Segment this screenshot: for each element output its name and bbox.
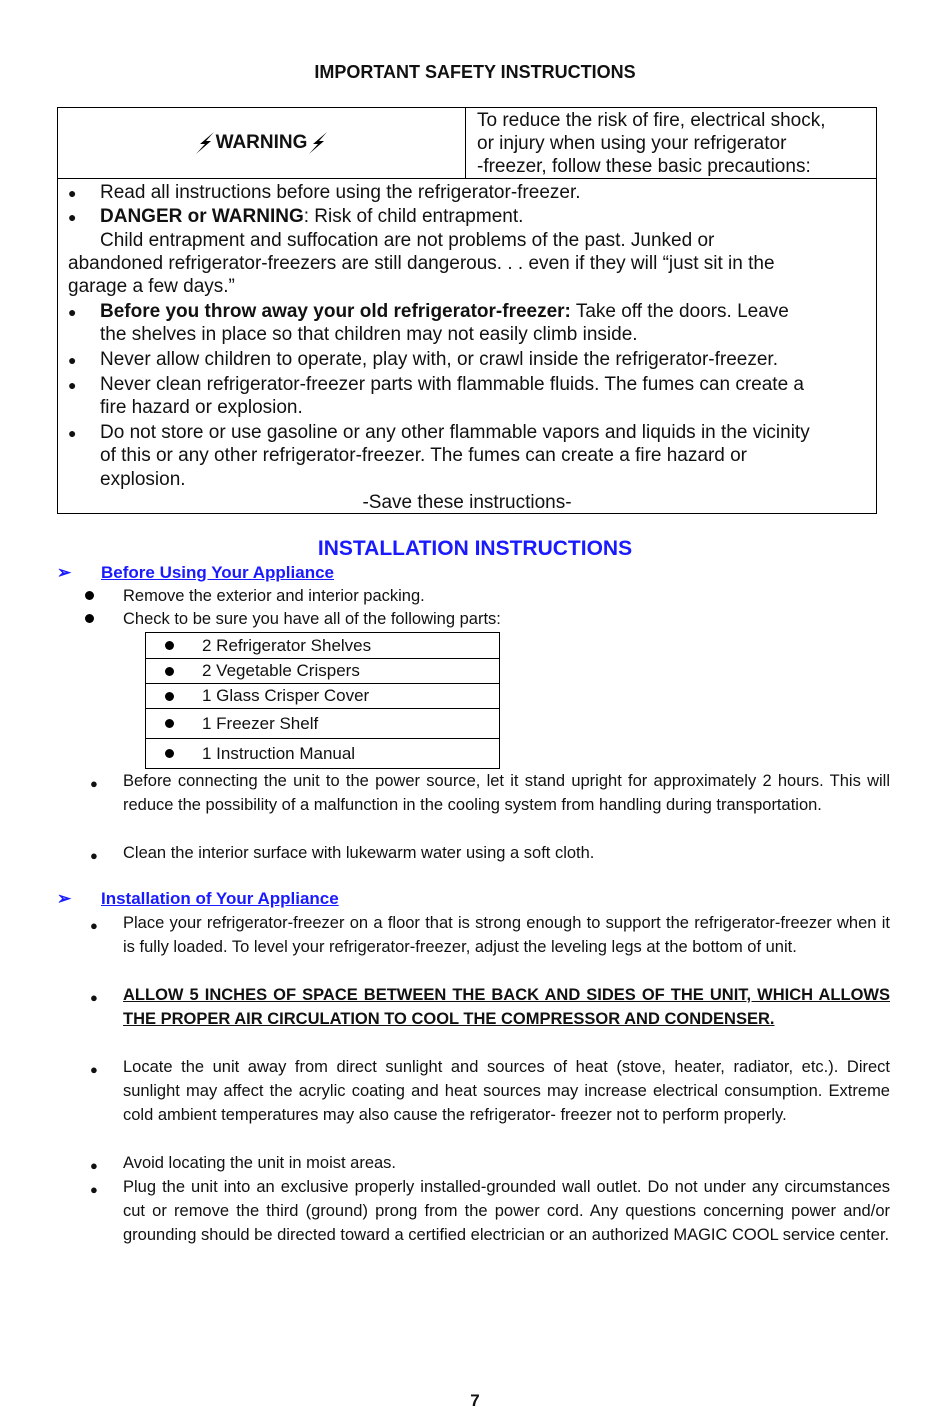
warning-item: Read all instructions before using the refrigerator-freezer. (100, 182, 581, 203)
warning-label: WARNING (215, 132, 308, 153)
parts-table (145, 632, 500, 769)
danger-text: : Risk of child entrapment. (303, 206, 524, 227)
bullet-icon (165, 692, 174, 701)
bullet-icon: ● (68, 304, 77, 320)
paragraph: Avoid locating the unit in moist areas. (123, 1154, 397, 1172)
installation-heading-text: Installation of Your Appliance (101, 889, 339, 908)
warning-intro-line: or injury when using your refrigerator (477, 133, 787, 154)
bullet-icon (85, 591, 94, 600)
bullet-icon: ● (90, 776, 98, 791)
list-item (85, 610, 501, 629)
bullet-icon: ● (68, 352, 77, 368)
page-number: 7 (470, 1391, 480, 1410)
bullet-icon: ● (90, 990, 98, 1005)
before-using-heading-text: Before Using Your Appliance (101, 563, 335, 582)
bullet-icon (85, 614, 94, 623)
warning-item (100, 300, 870, 324)
paragraph: Locate the unit away from direct sunlight and sources of heat (stove, heater, radiator, etc.). Direct sunlight may affect the acrylic coating and heat sources may increase electrical consumption. Extreme cold ambient temperatures may also cause the refrigerator- freezer not to perform properly. (123, 1058, 890, 1124)
warning-box (57, 107, 877, 514)
lightning-bolt-icon (307, 131, 329, 155)
danger-label: DANGER or WARNING (100, 206, 304, 227)
bullet-icon (165, 749, 174, 758)
installation-heading (57, 889, 339, 909)
warning-paragraph-line: garage a few days.” (68, 276, 235, 297)
warning-item-line: the shelves in place so that children may not easily climb inside. (100, 324, 638, 345)
part-name: 2 Vegetable Crispers (202, 661, 360, 680)
warning-item-line: of this or any other refrigerator-freezer. The fumes can create a fire hazard or (100, 445, 748, 466)
part-name: 1 Glass Crisper Cover (202, 686, 370, 705)
warning-item-line: fire hazard or explosion. (100, 397, 303, 418)
bullet-icon (165, 719, 174, 728)
warning-paragraph-line: abandoned refrigerator-freezers are still dangerous. . . even if they will “just sit in the (68, 253, 775, 274)
lightning-bolt-icon (194, 131, 216, 155)
part-name: 1 Instruction Manual (202, 743, 356, 763)
throw-away-text: Take off the doors. Leave (570, 301, 789, 322)
paragraph: Plug the unit into an exclusive properly installed-grounded wall outlet. Do not under any circumstances cut or remove the third (ground) prong from the power cord. Any questions concerning power and/or grounding should be directed toward a certified electrician or an authorized MAGIC COOL service center. (123, 1178, 890, 1244)
bullet-icon: ● (68, 209, 77, 225)
table-row (146, 633, 499, 659)
warning-header (58, 108, 876, 179)
clearance-warning: ALLOW 5 INCHES OF SPACE BETWEEN THE BACK AND SIDES OF THE UNIT, WHICH ALLOWS THE PROPER AIR CIRCULATION TO COOL THE COMPRESSOR AND CONDENSER. (123, 986, 890, 1028)
installation-title: INSTALLATION INSTRUCTIONS (317, 537, 633, 560)
save-instructions: -Save these instructions- (362, 492, 572, 513)
before-using-heading (57, 563, 334, 583)
bullet-icon: ● (68, 185, 77, 201)
table-row (146, 684, 499, 709)
warning-item: Never allow children to operate, play with, or crawl inside the refrigerator-freezer. (100, 349, 778, 370)
page-title: IMPORTANT SAFETY INSTRUCTIONS (314, 62, 636, 82)
throw-away-label: Before you throw away your old refrigerator-freezer: (100, 301, 571, 322)
part-name: 2 Refrigerator Shelves (202, 635, 372, 655)
warning-item: Never clean refrigerator-freezer parts with flammable fluids. The fumes can create a (100, 374, 805, 395)
warning-paragraph-line: Child entrapment and suffocation are not problems of the past. Junked or (100, 230, 715, 251)
bullet-icon (165, 667, 174, 676)
warning-item (100, 205, 870, 229)
bullet-icon: ● (90, 1182, 98, 1197)
warning-intro (477, 109, 872, 178)
bullet-icon (165, 641, 174, 650)
list-item-text: Remove the exterior and interior packing. (123, 587, 425, 605)
bullet-icon: ● (90, 1062, 98, 1077)
part-name: 1 Freezer Shelf (202, 713, 319, 733)
paragraph: Place your refrigerator-freezer on a floor that is strong enough to support the refrigerator-freezer when it is fully loaded. To level your refrigerator-freezer, adjust the leveling legs at the bottom of unit. (123, 914, 890, 956)
bullet-icon: ● (90, 848, 98, 863)
warning-item: Do not store or use gasoline or any other flammable vapors and liquids in the vicinity (100, 422, 810, 443)
arrow-right-icon: ➢ (57, 563, 72, 582)
table-row (146, 709, 499, 739)
bullet-icon: ● (68, 425, 77, 441)
warning-intro-line: To reduce the risk of fire, electrical shock, (477, 110, 826, 131)
list-item-text: Check to be sure you have all of the following parts: (123, 610, 501, 628)
table-row (146, 659, 499, 684)
bullet-icon: ● (90, 918, 98, 933)
table-row (146, 739, 499, 769)
warning-label-cell (58, 108, 466, 178)
warning-item-line: explosion. (100, 469, 186, 490)
list-item (85, 587, 425, 606)
paragraph: Clean the interior surface with lukewarm water using a soft cloth. (123, 844, 595, 862)
bullet-icon: ● (68, 377, 77, 393)
paragraph: Before connecting the unit to the power source, let it stand upright for approximately 2 hours. This will reduce the possibility of a malfunction in the cooling system from handling during transportation. (123, 772, 890, 814)
warning-intro-line: -freezer, follow these basic precautions: (477, 156, 811, 177)
bullet-icon: ● (90, 1158, 98, 1173)
arrow-right-icon: ➢ (57, 889, 72, 908)
